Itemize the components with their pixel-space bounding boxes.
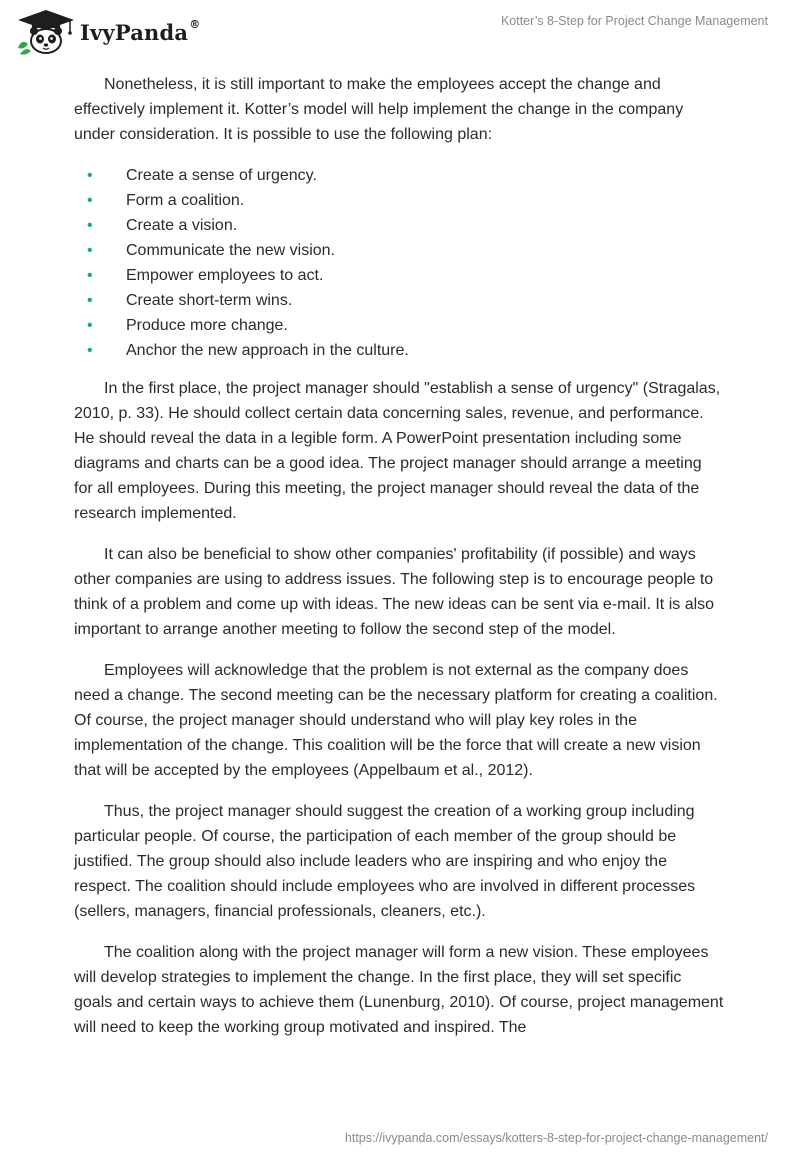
paragraph-working-group: Thus, the project manager should suggest the creation of a working group including particular people. Of course, the participation of each member of the group should be justified. The group should also include leaders who are inspiring and who enjoy the respect. The coalition should include employees who are involved in different processes (sellers, managers, financial professionals, cleaners, etc.).: [74, 803, 696, 920]
list-item-text: Create short-term wins.: [126, 292, 293, 309]
list-item: [74, 163, 724, 188]
paragraph-other-companies: It can also be beneficial to show other companies' profitability (if possible) and ways other companies are using to address issues. The following step is to encourage people to think of a problem and come up with ideas. The new ideas can be sent via e-mail. It is also important to arrange another meeting to follow the second step of the model.: [74, 546, 715, 638]
list-item: [74, 313, 724, 338]
kotter-plan-list: [74, 163, 724, 363]
list-item-text: Anchor the new approach in the culture.: [126, 342, 409, 359]
brand-name[interactable]: [80, 20, 200, 45]
bullet-icon: •: [87, 342, 93, 359]
panda-graduate-logo-icon[interactable]: [14, 8, 78, 56]
list-item: [74, 263, 724, 288]
list-item-text: Create a sense of urgency.: [126, 167, 317, 184]
paragraph-urgency: In the first place, the project manager should "establish a sense of urgency" (Stragalas, 2010, p. 33). He should collect certain data concerning sales, revenue, and performance. He should reveal the data in a legible form. A PowerPoint presentation including some diagrams and charts can be a good idea. The project manager should arrange a meeting for all employees. During this meeting, the project manager should reveal the data of the research implemented.: [74, 380, 721, 522]
list-item: [74, 238, 724, 263]
paragraph-coalition: Employees will acknowledge that the problem is not external as the company does need a change. The second meeting can be the necessary platform for creating a coalition. Of course, the project manager should understand who will play key roles in the implementation of the change. This coalition will be the force that will create a new vision that will be accepted by the employees (Appelbaum et al., 2012).: [74, 662, 718, 779]
bullet-icon: •: [87, 292, 93, 309]
list-item-text: Empower employees to act.: [126, 267, 324, 284]
essay-body: [74, 72, 724, 1056]
list-item: [74, 288, 724, 313]
bullet-icon: •: [87, 167, 93, 184]
list-item: [74, 213, 724, 238]
brand-text: IvyPanda: [80, 20, 189, 45]
bullet-icon: •: [87, 317, 93, 334]
list-item-text: Form a coalition.: [126, 192, 245, 209]
bullet-icon: •: [87, 267, 93, 284]
bullet-icon: •: [87, 242, 93, 259]
list-item-text: Produce more change.: [126, 317, 288, 334]
list-item: [74, 188, 724, 213]
registered-mark: ®: [189, 18, 201, 31]
page-header: [0, 0, 800, 62]
bullet-icon: •: [87, 192, 93, 209]
bullet-icon: •: [87, 217, 93, 234]
paragraph-vision: The coalition along with the project manager will form a new vision. These employees will develop strategies to implement the change. In the first place, they will set specific goals and certain ways to achieve them (Lunenburg, 2010). Of course, project management will need to keep the working group motivated and inspired. The: [74, 944, 724, 1036]
list-item: [74, 338, 724, 363]
paragraph-intro: Nonetheless, it is still important to make the employees accept the change and effectively implement it. Kotter’s model will help implement the change in the company under consideration. It is possible to use the following plan:: [74, 76, 684, 143]
source-url-link[interactable]: https://ivypanda.com/essays/kotters-8-step-for-project-change-management/: [344, 1131, 768, 1145]
list-item-text: Communicate the new vision.: [126, 242, 335, 259]
document-title: Kotter’s 8-Step for Project Change Management: [500, 14, 768, 28]
list-item-text: Create a vision.: [126, 217, 238, 234]
